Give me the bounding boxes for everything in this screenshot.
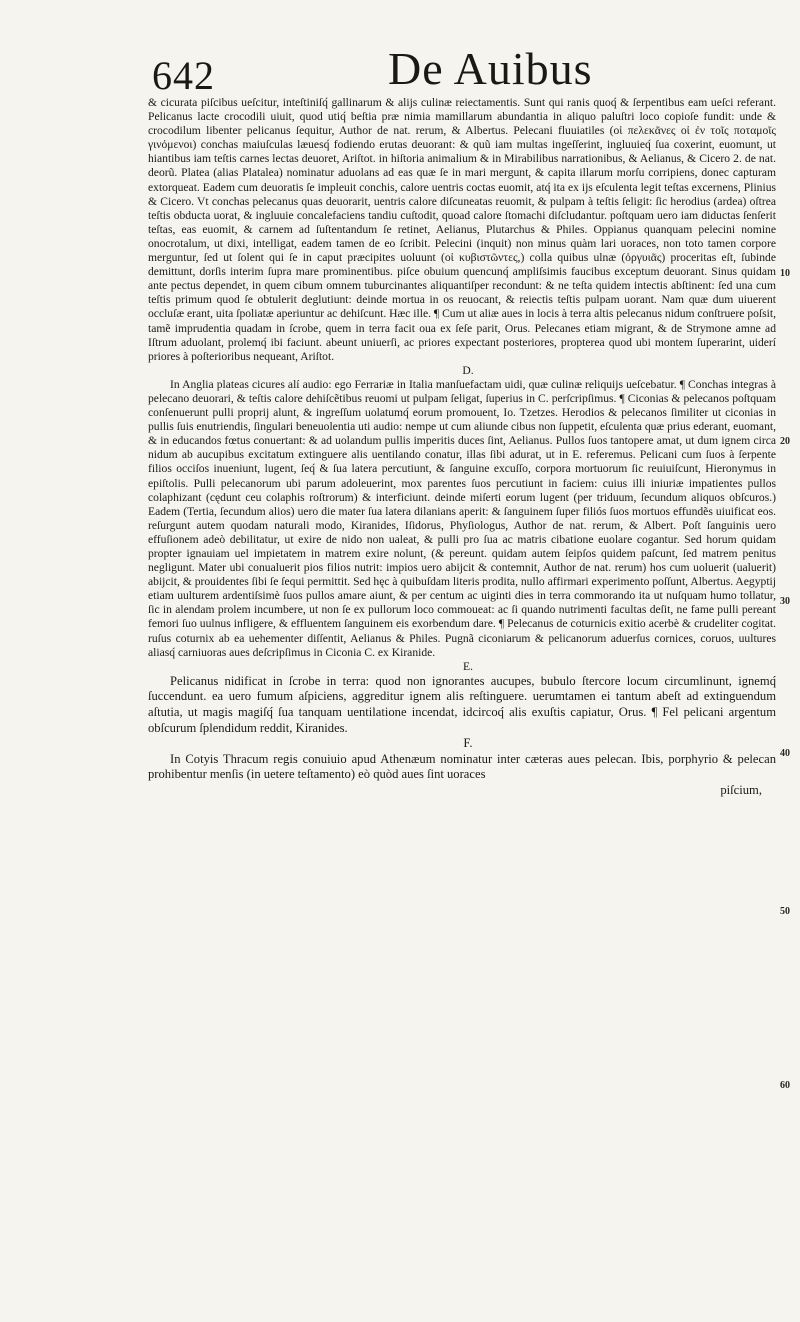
- paragraph-customs: In Anglia plateas cicures alí audio: ego Ferrariæ in Italia manſuefactam uidi, quæ culinæ reliquijs ueſcebatur. ¶ Conchas integras à pelecano deuorari, & teſtis calore dehiſcẽtibus reuomi ut pulpam ſeligat, ſuperius in C. perſcripſimus. ¶ Ciconias & pelecanos poſtquam conſenuerunt pulli proprij alunt, & ingreſſum uolatumq́ eorum promouent, Io. Tzetzes. Herodios & pelecanos ſimiliter ut ciconias in pullis ſuis enutriendis, ſingulari beneuolentia uti audio: nempe ut cum aliunde cibus non ſuppetit, eſculenta quæ prius ederant, euomant, & in educandos fœtus conuertant: & ad uolandum pullis imperitis duces ſint, Aelianus. Pullos ſuos tantopere amat, ut dum ignem circa nidum ab aucupibus excitatum extinguere alis uentilando conatur, illas ſibi adurat, ut in E. referemus. Pelicani cum ſuos à ſerpente filios occiſos inueniunt, lugent, ſeq́ & ſua latera percutiunt, & ſanguine excuſſo, corpora mortuorum ſic reuiuiſcunt, Hieronymus in epiſtolis. Pulli pelecanorum ubi parum adoleuerint, mox parentes ſuos percutiunt in faciem: cuius illi iniuriæ impatientes pullos colaphizant (cędunt ceu colaphis roſtrorum) & interficiunt. deinde miſerti eorum lugent (per triduum, ſecundum aliquos obſcuros.) Eadem (Tertia, ſecundum alios) uero die mater ſua latera dilanians aperit: & ſanguinem ſuper filiós ſuos mortuos effundẽs uiuificat eos. reſurgunt autem quodam naturali modo, Kiranides, Iſidorus, Phyſiologus, Author de nat. rerum, & Albert. Poſt ſanguinis uero effuſionem adeò debilitatur, ut exire de nido non ualeat, & pulli pro ſua ac matris cibatione euolare cogantur. Sed horum quidam propter ignauiam uel impietatem in matrem exire nolunt, (& pereunt. quidam autem ſeipſos quidem paſcunt, ſed matrem penitus negligunt. Mater ubi conualuerit pios filios nutrit: impios uero abijcit & contemnit, Author de nat. rerum) hos cum uoluerit (ualuerit) abijcit, & prouidentes ſibi ſe ſequi permittit. Sed hęc à quibuſdam literis prodita, nullo affirmari experimento poſſunt, Albertus. Aegyptij etiam uulturem ardentiſsimè ſuos pullos amare aiunt, & per centum ac uiginti dies in terra commorando ita ut nuſquam humo tollatur, ſic in alendam prolem incumbere, ut non ſe ex pullorum loco commoueat: ac ſi quando nutrimenti facultas deſit, ne fame pulli pereant femori ſuo uulnus infligere, & effluentem ſanguinem eis exorbendum dare. ¶ Pelecanus de coturnicis exitio acerbè & crudeliter cogitat. ruſus coturnix ab ea uehementer diſſentit, Aelianus & Philes. Pugnã ciconiarum & pelicanorum aduerſus cornices, coruos, uultures aliasq́ carniuoras aues deſcripſimus in Ciconia C. ex Kiranide.: [148, 377, 776, 659]
- line-number-60: 60: [780, 1080, 790, 1091]
- main-text: [148, 96, 776, 797]
- line-number-50: 50: [780, 906, 790, 917]
- section-heading-d: D.: [462, 363, 474, 377]
- line-number-10: 10: [780, 268, 790, 279]
- paragraph-capture: Pelicanus nidificat in ſcrobe in terra: quod non ignorantes aucupes, bubulo ſtercore locum circumlinunt, ignemq́ ſuccendunt. ea uero fumum aſpiciens, aggreditur ignem alis reſtinguere. uerumtamen ei tantum abeſt ad extinguendum aſtutia, ut magis magiſq́ ſua tanquam uentilatione incendat, idcircoq́ alis exuſtis capiatur, Orus. ¶ Fel pelicani argentum obſcurum ſplendidum reddit, Kiranides.: [148, 673, 776, 735]
- line-number-30: 30: [780, 596, 790, 607]
- page-number: 642: [152, 53, 215, 98]
- section-heading-f: F.: [463, 736, 473, 751]
- paragraph-diet: & cicurata piſcibus ueſcitur, inteſtiniſq́ gallinarum & alijs culinæ reiectamentis. Sunt qui ranis quoq́ & ſerpentibus eam ueſci referant. Pelicanus lacte crocodili uiuit, quod utiq́ beſtia præ nimia mamillarum abundantia in aliquo paluſtri loco copioſe fundit: unde & crocodilum libenter pelicanus ſequitur, Author de nat. rerum, & Albertus. Pelecani fluuiatiles (οἱ πελεκᾶνες οἱ ἐν τοῖς ποταμοῖς γινόμενοι) conchas maiuſculas læuesq́ fodiendo erutas deuorant: & quũ iam multas ingeſſerint, ingluuieq́ ſua coxerint, euomunt, ut hiantibus iam teſtis carnes lectas deuoret, Ariſtot. in hiſtoria animalium & in Mirabilibus narrationibus, & Aelianus, & Cicero 2. de nat. deorũ. Platea (alias Platalea) nominatur aduolans ad eas quæ ſe in mari mergunt, & capita illarum morſu corripiens, donec capturam extorqueat. Eadem cum deuoratis ſe impleuit conchis, calore uentris coctas euomit, atq́ ita ex ijs eſculenta legit teſtas excernens, Plinius & Cicero. Vt conchas pelecanus quas deuorarit, uentris calore diſcuneatas reuomit, & pulpam à teſtis ſeligit: ſic herodius (ardea) oſtrea teſtis obducta uorat, & ingluuie concalefaciens tandiu cuſtodit, quoad calore ſtomachi diſcludantur. poſtquam uero iam diductas ſenſerit teſtas, eas euomit, & carnem ad ſuſtentandum ſe retinet, Aelianus, Plutarchus & Philes. Oppianus quanquam pelecini nomine onocrotalum, ut dixi, intelligat, eadem tamen de eo ſcribit. Pelecini (inquit) non minus quàm lari uoraces, non toto tamen corpore merguntur, ſed ut ſolent qui ſe in caput præcipites uoluunt (οἱ κυβιστῶντες,) colla quibus ulnæ (ὀργυιᾶς) proceritas eſt, ſubinde demittunt, dorſis interim ſupra mare prominentibus. piſce obuium quencunq́ ampliſsimis faucibus exceptum deuorant. Sinus quidam ante pectus dependet, in quem cibum omnem tuburcinantes aliquantiſper recondunt: & ne teſta quidem intectis abſtinent: ſed una cum teſtis primum quod ſe obtulerit deglutiunt: deinde mortua in os reuocant, & reiectis teſtis pulpam uorant. Nam quæ dum uiuerent occluſæ erant, uita ſpoliatæ aperiuntur ac dehiſcunt. Hæc ille. ¶ Cum ut aliæ aues in locis à terra altis pelecanus nidum conſtruere poſsit, tamẽ imprudentia quadam in ſcrobe, quem in terra facit oua ex ſeſe parit, Orus. Pelecanes etiam migrant, & de Strymone amne ad Iſtrum aduolant, prolemq́ ibi faciunt. abeunt uniuerſi, ac priores expectant posteriores, propterea quod ubi montem ſuperarint, uiderí priores à poſterioribus nequeant, Ariſtot.: [148, 96, 776, 363]
- catchword: piſcium,: [720, 783, 762, 797]
- running-title: De Auibus: [388, 43, 593, 94]
- line-number-40: 40: [780, 748, 790, 759]
- section-heading-e: E.: [463, 659, 473, 673]
- line-number-20: 20: [780, 436, 790, 447]
- paragraph-food: In Cotyis Thracum regis conuiuio apud Athenæum nominatur inter cæteras aues pelecan. Ibis, porphyrio & pelecan prohibentur menſis (in uetere teſtamento) eò quòd aues ſint uoraces: [148, 751, 776, 782]
